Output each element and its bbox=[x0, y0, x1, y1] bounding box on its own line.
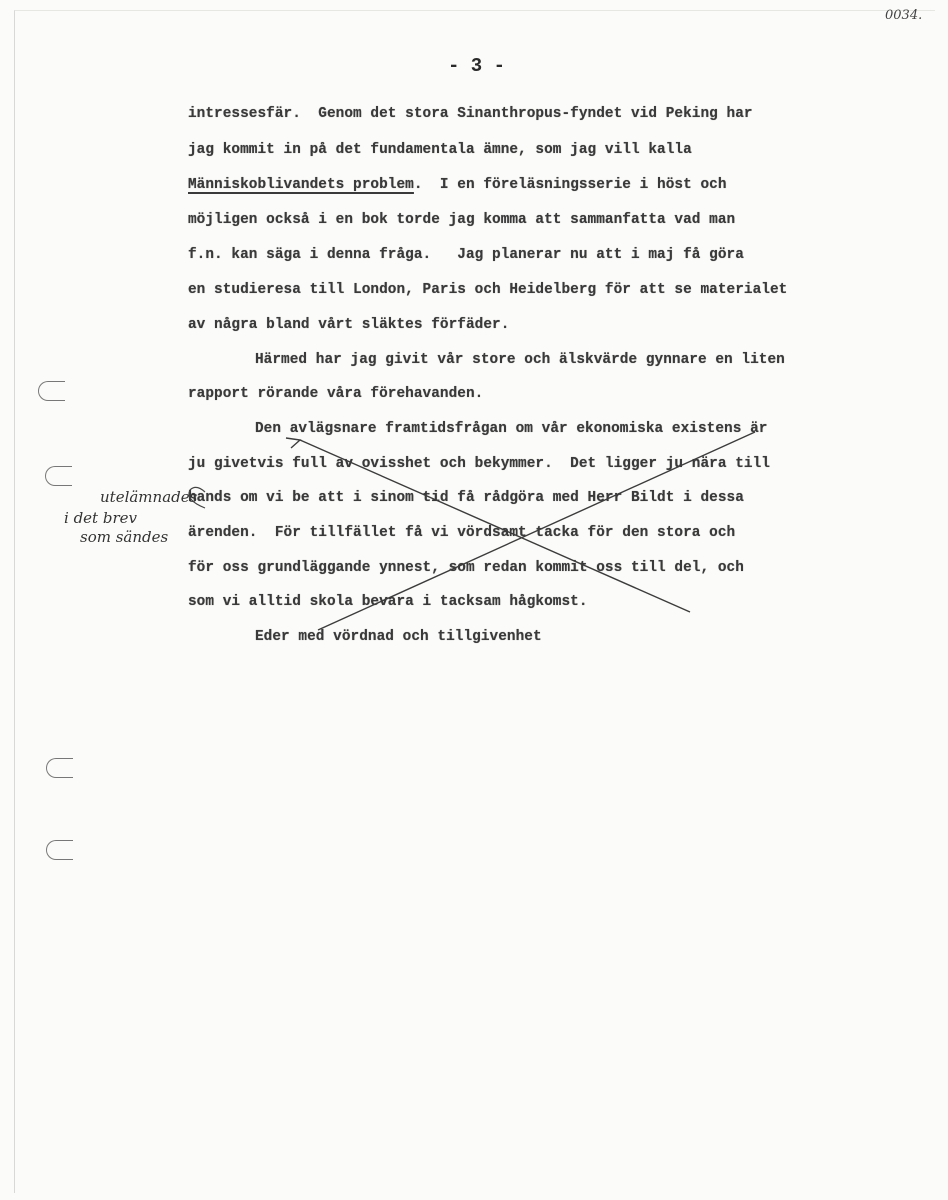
underlined-phrase: Människoblivandets problem bbox=[188, 177, 414, 193]
margin-note-line-1: utelämnades bbox=[100, 488, 198, 506]
body-line-5: f.n. kan säga i denna fråga. Jag planerar nu att i maj få göra bbox=[188, 247, 744, 263]
punch-hole-mark bbox=[45, 466, 72, 486]
body-line-15: som vi alltid skola bevara i tacksam hågkomst. bbox=[188, 594, 588, 610]
margin-note-line-2: i det brev bbox=[64, 509, 137, 527]
body-line-6: en studieresa till London, Paris och Heidelberg för att se materialet bbox=[188, 282, 788, 298]
body-line-3-rest: . I en föreläsningsserie i höst och bbox=[413, 177, 727, 193]
body-line-7: av några bland vårt släktes förfäder. bbox=[188, 317, 510, 333]
page-number: - 3 - bbox=[448, 55, 506, 77]
body-line-1: intressesfär. Genom det stora Sinanthropus-fyndet vid Peking har bbox=[188, 106, 753, 122]
closing-line: Eder med vördnad och tillgivenhet bbox=[255, 629, 542, 645]
body-line-10: Den avlägsnare framtidsfrågan om vår ekonomiska existens är bbox=[255, 421, 768, 437]
body-line-4: möjligen också i en bok torde jag komma att sammanfatta vad man bbox=[188, 212, 736, 228]
margin-note-line-3: som sändes bbox=[80, 528, 169, 546]
body-line-2: jag kommit in på det fundamentala ämne, som jag vill kalla bbox=[188, 142, 692, 158]
punch-hole-mark bbox=[46, 758, 73, 778]
archive-number: 0034. bbox=[885, 8, 923, 23]
body-line-13: ärenden. För tillfället få vi vördsamt tacka för den stora och bbox=[188, 525, 736, 541]
body-line-8: Härmed har jag givit vår store och älskvärde gynnare en liten bbox=[255, 352, 785, 368]
body-line-11: ju givetvis full av ovisshet och bekymmer. Det ligger ju nära till bbox=[188, 456, 770, 472]
body-line-3 bbox=[188, 177, 727, 193]
punch-hole-mark bbox=[38, 381, 65, 401]
body-line-9: rapport rörande våra förehavanden. bbox=[188, 386, 484, 402]
body-line-14: för oss grundläggande ynnest, som redan kommit oss till del, och bbox=[188, 560, 744, 576]
body-line-12: hands om vi be att i sinom tid få rådgöra med Herr Bildt i dessa bbox=[188, 490, 744, 506]
punch-hole-mark bbox=[46, 840, 73, 860]
